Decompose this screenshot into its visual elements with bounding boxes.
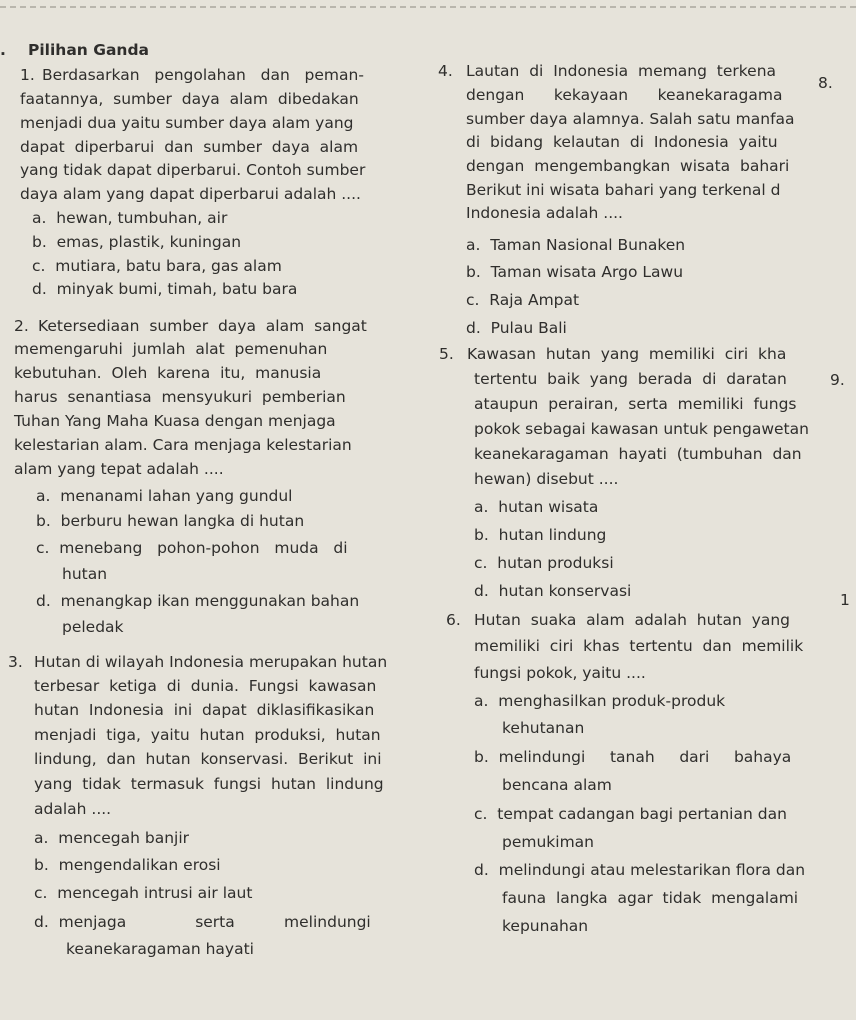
question-number: 3. bbox=[8, 653, 23, 671]
question-text-line: Kawasan hutan yang memiliki ciri kha bbox=[467, 345, 787, 363]
question-text-line: Berdasarkan pengolahan dan peman- bbox=[42, 66, 364, 84]
question-text-line: di bidang kelautan di Indonesia yaitu bbox=[466, 133, 778, 151]
question-text-line: hutan Indonesia ini dapat diklasifikasikan bbox=[34, 701, 375, 719]
option-b[interactable]: b. emas, plastik, kuningan bbox=[32, 233, 242, 251]
option-c-continued: pemukiman bbox=[502, 833, 595, 851]
question-text-line: daya alam yang dapat diperbarui adalah .... bbox=[20, 185, 361, 203]
question-text-line: kebutuhan. Oleh karena itu, manusia bbox=[14, 364, 322, 382]
question-text-line: Lautan di Indonesia memang terkena bbox=[466, 62, 777, 80]
question-text-line: harus senantiasa mensyukuri pemberian bbox=[14, 388, 346, 406]
question-text-line: dengan kekayaan keanekaragama bbox=[466, 86, 783, 104]
question-text-line: Tuhan Yang Maha Kuasa dengan menjaga bbox=[14, 412, 336, 430]
question-text-line: yang tidak dapat diperbarui. Contoh sumber bbox=[20, 161, 366, 179]
question-text-line: Indonesia adalah .... bbox=[466, 204, 623, 222]
question-text-line: fungsi pokok, yaitu .... bbox=[474, 664, 646, 682]
question-text-line: keanekaragaman hayati (tumbuhan dan bbox=[474, 445, 802, 463]
side-number-9: 9. bbox=[830, 371, 845, 389]
question-text-line: dapat diperbarui dan sumber daya alam bbox=[20, 138, 359, 156]
option-d-continued: peledak bbox=[62, 618, 124, 636]
option-a[interactable]: a. menanami lahan yang gundul bbox=[36, 487, 293, 505]
question-text-line: menjadi tiga, yaitu hutan produksi, hutan bbox=[34, 726, 381, 744]
option-a[interactable]: a. Taman Nasional Bunaken bbox=[466, 236, 686, 254]
option-c[interactable]: c. tempat cadangan bagi pertanian dan bbox=[474, 805, 787, 823]
question-text-line: adalah .... bbox=[34, 800, 112, 818]
option-b[interactable]: b. melindungi tanah dari bahaya bbox=[474, 748, 792, 766]
option-a[interactable]: a. menghasilkan produk-produk bbox=[474, 692, 726, 710]
option-c-continued: hutan bbox=[62, 565, 108, 583]
option-d[interactable]: d. hutan konservasi bbox=[474, 582, 632, 600]
option-d[interactable]: d. menjaga serta melindungi bbox=[34, 913, 371, 931]
question-text-line: memiliki ciri khas tertentu dan memilik bbox=[474, 637, 804, 655]
question-number: 1. bbox=[20, 66, 35, 84]
option-d[interactable]: d. menangkap ikan menggunakan bahan bbox=[36, 592, 360, 610]
question-text-line: menjadi dua yaitu sumber daya alam yang bbox=[20, 114, 354, 132]
question-text-line: Ketersediaan sumber daya alam sangat bbox=[38, 317, 367, 335]
option-d-continued: keanekaragaman hayati bbox=[66, 940, 254, 958]
option-b[interactable]: b. berburu hewan langka di hutan bbox=[36, 512, 305, 530]
question-text-line: sumber daya alamnya. Salah satu manfaa bbox=[466, 110, 795, 128]
option-a[interactable]: a. mencegah banjir bbox=[34, 829, 190, 847]
question-text-line: Hutan di wilayah Indonesia merupakan hutan bbox=[34, 653, 388, 671]
option-c[interactable]: c. Raja Ampat bbox=[466, 291, 580, 309]
section-title: Pilihan Ganda bbox=[28, 41, 149, 59]
option-d[interactable]: d. minyak bumi, timah, batu bara bbox=[32, 280, 298, 298]
question-text-line: faatannya, sumber daya alam dibedakan bbox=[20, 90, 359, 108]
question-number: 5. bbox=[439, 345, 454, 363]
question-text-line: pokok sebagai kawasan untuk pengawetan bbox=[474, 420, 809, 438]
question-text-line: yang tidak termasuk fungsi hutan lindung bbox=[34, 775, 384, 793]
question-text-line: Berikut ini wisata bahari yang terkenal d bbox=[466, 181, 781, 199]
option-a-continued: kehutanan bbox=[502, 719, 585, 737]
question-text-line: alam yang tepat adalah .... bbox=[14, 460, 224, 478]
top-dashed-border bbox=[0, 6, 856, 8]
question-number: 4. bbox=[438, 62, 453, 80]
option-a[interactable]: a. hutan wisata bbox=[474, 498, 599, 516]
option-c[interactable]: c. mencegah intrusi air laut bbox=[34, 884, 253, 902]
question-text-line: hewan) disebut .... bbox=[474, 470, 619, 488]
question-text-line: tertentu baik yang berada di daratan bbox=[474, 370, 787, 388]
option-c[interactable]: c. hutan produksi bbox=[474, 554, 614, 572]
side-number-8: 8. bbox=[818, 74, 833, 92]
question-text-line: lindung, dan hutan konservasi. Berikut ini bbox=[34, 750, 382, 768]
question-text-line: Hutan suaka alam adalah hutan yang bbox=[474, 611, 790, 629]
section-bullet: . bbox=[0, 41, 6, 59]
option-d-continued: fauna langka agar tidak mengalami bbox=[502, 889, 799, 907]
question-text-line: ataupun perairan, serta memiliki fungs bbox=[474, 395, 797, 413]
question-text-line: kelestarian alam. Cara menjaga kelestarian bbox=[14, 436, 352, 454]
side-number-10: 1 bbox=[840, 591, 850, 609]
option-c[interactable]: c. menebang pohon-pohon muda di bbox=[36, 539, 348, 557]
question-number: 6. bbox=[446, 611, 461, 629]
question-number: 2. bbox=[14, 317, 29, 335]
option-c[interactable]: c. mutiara, batu bara, gas alam bbox=[32, 257, 282, 275]
option-b-continued: bencana alam bbox=[502, 776, 612, 794]
question-text-line: memengaruhi jumlah alat pemenuhan bbox=[14, 340, 328, 358]
question-text-line: terbesar ketiga di dunia. Fungsi kawasan bbox=[34, 677, 377, 695]
option-a[interactable]: a. hewan, tumbuhan, air bbox=[32, 209, 228, 227]
option-b[interactable]: b. Taman wisata Argo Lawu bbox=[466, 263, 684, 281]
question-text-line: dengan mengembangkan wisata bahari bbox=[466, 157, 790, 175]
option-d[interactable]: d. melindungi atau melestarikan flora dan bbox=[474, 861, 806, 879]
option-d-continued: kepunahan bbox=[502, 917, 589, 935]
option-d[interactable]: d. Pulau Bali bbox=[466, 319, 567, 337]
option-b[interactable]: b. mengendalikan erosi bbox=[34, 856, 221, 874]
option-b[interactable]: b. hutan lindung bbox=[474, 526, 607, 544]
